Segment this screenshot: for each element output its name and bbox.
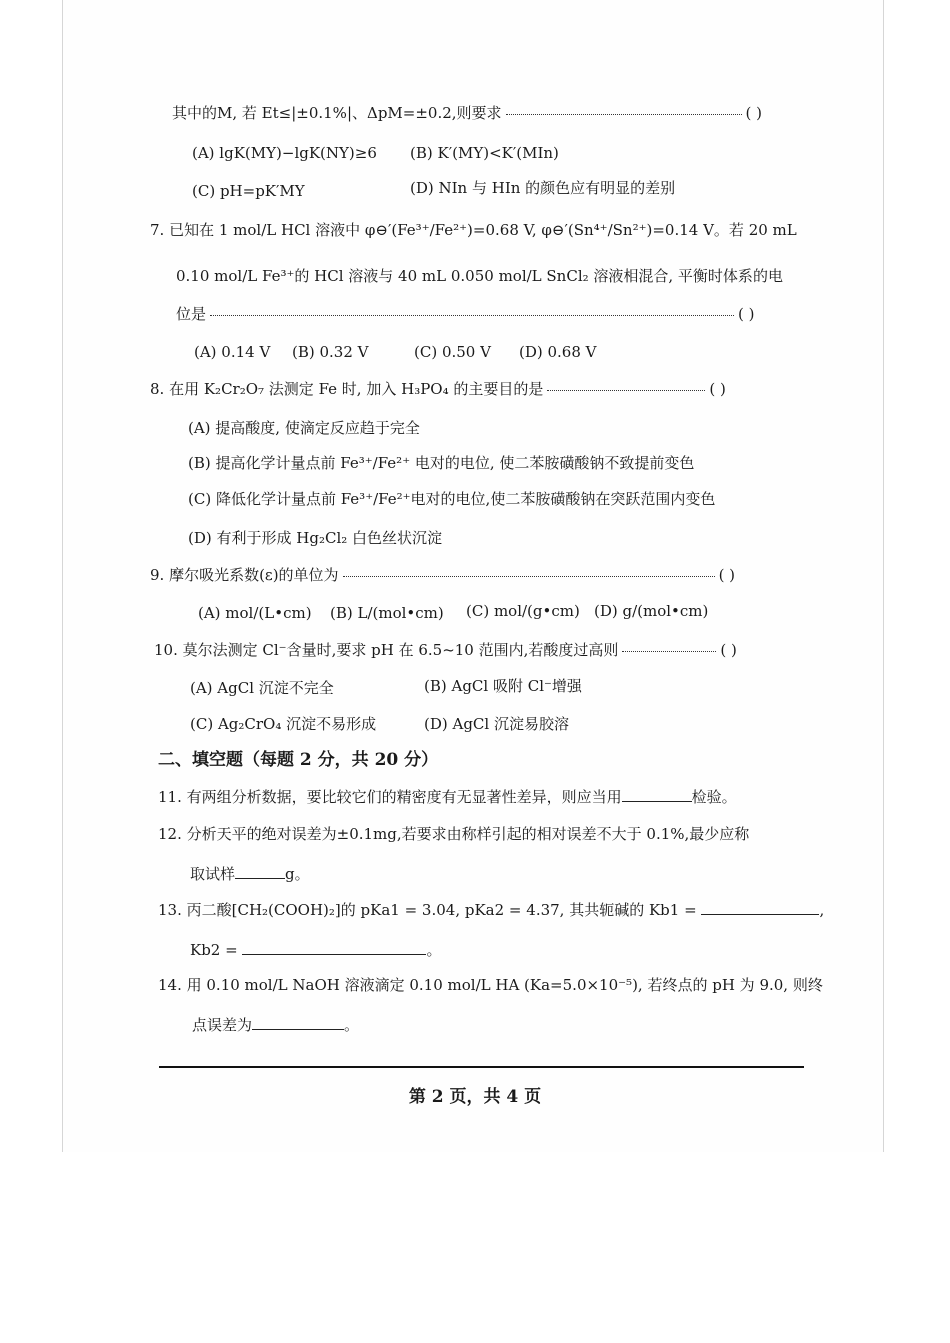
q13-line-2: [190, 940, 442, 960]
q14-line-1: 14. 用 0.10 mol/L NaOH 溶液滴定 0.10 mol/L HA (Ka=5.0×10⁻⁵), 若终点的 pH 为 9.0, 则终: [158, 976, 823, 994]
q7-line-2: 0.10 mol/L Fe³⁺的 HCl 溶液与 40 mL 0.050 mol/L SnCl₂ 溶液相混合, 平衡时体系的电: [176, 267, 783, 285]
q8-option-c: (C) 降低化学计量点前 Fe³⁺/Fe²⁺电对的电位,使二苯胺磺酸钠在突跃范围内变色: [188, 490, 716, 508]
q10-stem-row: [154, 640, 737, 660]
q7-line-1: 7. 已知在 1 mol/L HCl 溶液中 φ⊖′(Fe³⁺/Fe²⁺)=0.68 V, φ⊖′(Sn⁴⁺/Sn²⁺)=0.14 V。若 20 mL: [150, 221, 797, 239]
q9-option-c: (C) mol/(g•cm): [466, 602, 580, 620]
q13-period: 。: [426, 941, 442, 959]
q14-answer-blank[interactable]: [252, 1015, 344, 1030]
q9-option-b: (B) L/(mol•cm): [330, 604, 444, 622]
q6-answer-paren: ( ): [745, 104, 763, 122]
q8-option-d: (D) 有利于形成 Hg₂Cl₂ 白色丝状沉淀: [188, 529, 443, 547]
q9-stem: 9. 摩尔吸光系数(ε)的单位为: [150, 566, 339, 584]
q13-kb2-blank[interactable]: [242, 940, 426, 955]
q12-line-1: 12. 分析天平的绝对误差为±0.1mg,若要求由称样引起的相对误差不大于 0.1%,最少应称: [158, 825, 750, 843]
q11-answer-blank[interactable]: [622, 787, 692, 802]
q8-stem-row: [150, 379, 726, 399]
q13-kb1-blank[interactable]: [701, 900, 819, 915]
q13-line-1: [158, 900, 824, 920]
q10-option-c: (C) Ag₂CrO₄ 沉淀不易形成: [190, 715, 377, 733]
q10-stem: 10. 莫尔法测定 Cl⁻含量时,要求 pH 在 6.5~10 范围内,若酸度过高则: [154, 641, 619, 659]
q7-option-b: (B) 0.32 V: [292, 343, 369, 361]
q7-answer-paren: ( ): [738, 305, 755, 323]
q12-suffix: g。: [285, 865, 310, 883]
q12-answer-blank[interactable]: [235, 864, 285, 879]
q9-stem-row: [150, 565, 735, 585]
q6-option-d: (D) NIn 与 HIn 的颜色应有明显的差别: [410, 179, 676, 197]
q9-option-d: (D) g/(mol•cm): [594, 602, 709, 620]
q8-stem: 8. 在用 K₂Cr₂O₇ 法测定 Fe 时, 加入 H₃PO₄ 的主要目的是: [150, 380, 544, 398]
q11-text-end: 检验。: [691, 788, 737, 806]
q13-comma: ,: [819, 901, 825, 919]
q6-stem-row: [172, 103, 762, 123]
section-2-heading: 二、填空题（每题 2 分，共 20 分）: [158, 750, 439, 770]
q10-answer-paren: ( ): [720, 641, 737, 659]
q8-answer-paren: ( ): [709, 380, 726, 398]
q8-option-a: (A) 提高酸度, 使滴定反应趋于完全: [188, 419, 420, 437]
q6-option-c: (C) pH=pK′MY: [192, 182, 305, 200]
q6-stem: 其中的M, 若 Et≤|±0.1%|、ΔpM=±0.2,则要求: [172, 104, 502, 122]
q14-line-2: [192, 1015, 359, 1035]
q6-option-a: (A) lgK(MY)−lgK(NY)≥6: [192, 144, 377, 162]
q11-text: 11. 有两组分析数据，要比较它们的精密度有无显著性差异，则应当用: [158, 788, 622, 806]
q11-row: [158, 787, 737, 807]
q6-option-b: (B) K′(MY)<K′(MIn): [410, 144, 559, 162]
q13-text: 13. 丙二酸[CH₂(COOH)₂]的 pKa1 = 3.04, pKa2 = 4.37, 其共轭碱的 Kb1 =: [158, 901, 697, 919]
q14-suffix: 。: [344, 1016, 360, 1034]
q7-line-3-row: [176, 304, 755, 324]
q12-prefix: 取试样: [190, 865, 236, 883]
page-edge-right: [883, 0, 884, 1152]
q8-option-b: (B) 提高化学计量点前 Fe³⁺/Fe²⁺ 电对的电位, 使二苯胺磺酸钠不致提前变色: [188, 454, 695, 472]
q14-prefix: 点误差为: [192, 1016, 253, 1034]
q10-option-b: (B) AgCl 吸附 Cl⁻增强: [424, 677, 582, 695]
q9-option-a: (A) mol/(L•cm): [198, 604, 312, 622]
q10-option-a: (A) AgCl 沉淀不完全: [190, 679, 334, 697]
page-number: 第 2 页，共 4 页: [408, 1087, 542, 1107]
q13-kb2-label: Kb2 =: [190, 941, 238, 959]
page-edge-left: [62, 0, 63, 1152]
q10-option-d: (D) AgCl 沉淀易胶溶: [424, 715, 569, 733]
q9-answer-paren: ( ): [718, 566, 736, 584]
footer-rule: [159, 1066, 804, 1068]
q7-option-a: (A) 0.14 V: [194, 343, 271, 361]
q12-line-2: [190, 864, 310, 884]
q7-line-3: 位是: [176, 305, 207, 323]
q7-option-d: (D) 0.68 V: [519, 343, 597, 361]
q7-option-c: (C) 0.50 V: [414, 343, 491, 361]
